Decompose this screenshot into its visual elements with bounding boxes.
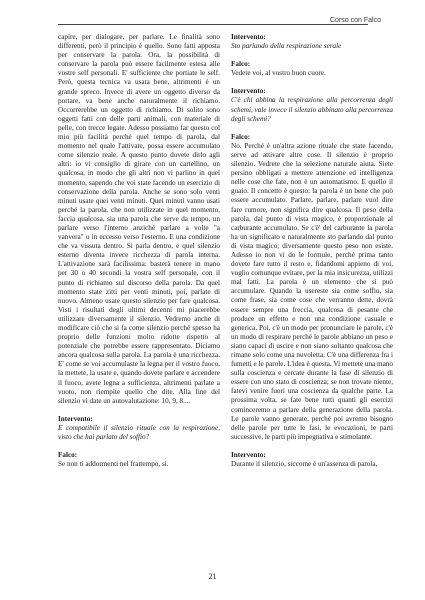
exchange-text: C'è chi abbina la respirazione alla percorrenza degli schemi, vale invece il silenzio abbinato alla percorrenza degli schemi? <box>231 96 393 123</box>
exchange-block <box>58 451 220 469</box>
exchange-text: Vedete voi, al vostro buon cuore. <box>231 69 326 78</box>
exchange-block <box>231 133 393 442</box>
speaker-label: Falco: <box>231 132 251 141</box>
exchange-block <box>231 451 393 469</box>
exchange-block <box>231 60 393 78</box>
right-column <box>231 33 393 469</box>
body-paragraph: capire, per dialogare, per parlare. Le finalità sono differenti, però il principio è quello. Sono fatti apposta per conservare la parola. Ora, la possibilità di conservare la parola può essere facilmente estesa alle vostre self personali. E' sufficiente che portiate le self. Però, questa tecnica va usata bene, altrimenti è un grande spreco. Invece di avere un oggetto diverso da portare, va bene anche naturalmente il richiamo. Occorrerebbe un oggetto di richiamo. Di solito sono oggetti fatti con delle parti animali, con materiale di pelle, con trecce legate. Adesso possiamo far questo col mio più facilità perché quel tempo di parola, dal momento nel quale l'attivate, possa essere accumulato come silenzio reale. A questo punto dovete dirlo agli altri: io vi consiglio di girare con un cartellino, un qualcosa, in modo che gli altri non vi parlino in quel momento, sapendo che voi state facendo un esercizio di conservazione della parola. Anche se sono solo venti minuti usate quei venti minuti. Quei minuti vanno usati perché la parola, che non utilizzate in quel momento, faccia qualcosa, sia una parola che serve da tempo, un parlare verso l'interno anziché parlare a volte "a vanvera" o in eccesso verso l'esterno. E una condizione che va vissuta dentro. Si parla dentro, e quel silenzio esterno diventa invece ricchezza di parola interna. L'attivazione sarà facilissima: basterà tenere in mano per 30 o 40 secondi la vostra self personale, con il punto di richiamo sul discorso della parola. Da quel momento state zitti per venti minuti, poi, parlate di nuovo. Almeno usate questo silenzio per fare qualcosa. Visti i risultati degli ultimi decenni mi piacerebbe utilizzare diversamente il silenzio. Vedremo anche di modificare ciò che si fa come silenzio perché spesso ha proprio delle funzioni molto ridotte rispetto al potenziale che potrebbe essere rappresentato. Diciamo ancora qualcosa sulla parola. La parola è una ricchezza. E' come se voi accumulaste la legna per il vostro fuoco, la mettete, la usate e, quando dovete parlare e accendere il fuoco, avete legna a sufficienza, altrimenti parlate a vuoto, non riempite quello che dite. Alla fine del silenzio vi date un autovalutazione: 10, 9, 8.... <box>58 33 220 405</box>
speaker-label: Intervento: <box>231 33 266 41</box>
speaker-label: Intervento: <box>231 87 266 96</box>
header-rule <box>58 24 368 25</box>
exchange-text: Sto parlando della respirazione serale <box>231 42 342 51</box>
exchange-text: No. Perché è un'altra azione rituale che state facendo, serve ad attivare altre cose. Il silenzio è proprio silenzio. Vedrete che la selezione naturale aiuta. Siete persino obbligati a mettere attenzione ed intelligenza nelle cose che fate, non è un automatismo. E quello il guaio. Il concetto è questo: la parola è un bene che può essere accumulato. Parlare, parlare, parlare vuol dire fare rumore, non significa dire qualcosa. Il peso della parola, dal punto di vista magico, è proporzionale al carburante accumulato. Se c'è' del carburante la parola ha un significato e naturalmente sto parlando dal punto di vista magico; diversamente questo peso non esiste. Adesso io non vi do le formule, perché prima tanto dovete fare tutto il resto e, fidandomi appieno di voi, voglio comunque evitare, per la mia insicurezza, utilizzi mal fatti. La parola è un elemento che si può accumulare. Quando la usereste sia come soffio, sia come frase, sia come cose che verranno dette, dovrà essere sempre una freccia, qualcosa di pesante che produce un effetto e non una condizione casuale e generica. Poi, c'è un modo per pronunciare le parole, c'è un modo di respirare perché le parole abbiano un peso e siano capaci di uscire e non siano soltanto qualcosa che rimane solo come una nuvoletta. C'è una differenza fra i fumetti e le parole. L'idea è questa. Vi mettete una mano sulla coscienza e cercate durante la fase di silenzio di essere con uno stato di coscienza; se non trovate niente, fatevi venire fuori una coscienza da qualche parte. La prossima volta, se fate bene tutti quanti gli esercizi cominceremo a parlare della generazione della parola. Le parole vanno generate, perché poi avremo bisogno delle parole per tutte le fasi, le evocazioni, le parti successive, le parti più impegnativa e stimolante. <box>231 141 393 441</box>
running-head: Corso con Falco <box>330 17 381 24</box>
page-number: 21 <box>208 572 217 581</box>
exchange-text: E compatibile il silenzio rituale con la respirazione, visto che hai parlato del soffio? <box>58 423 220 442</box>
speaker-label: Falco: <box>231 60 251 69</box>
exchange-block <box>231 33 393 51</box>
speaker-label: Intervento: <box>58 414 93 423</box>
exchange-block <box>58 415 220 442</box>
exchange-block <box>231 87 393 123</box>
exchange-text: Durante il silenzio, siccome è un'assenza di parola, <box>231 460 378 469</box>
speaker-label: Intervento: <box>231 450 266 459</box>
speaker-label: Falco: <box>58 451 78 460</box>
exchange-text: Se non ti addormenti nel frattempo, sì. <box>58 460 169 469</box>
left-column <box>58 33 220 469</box>
